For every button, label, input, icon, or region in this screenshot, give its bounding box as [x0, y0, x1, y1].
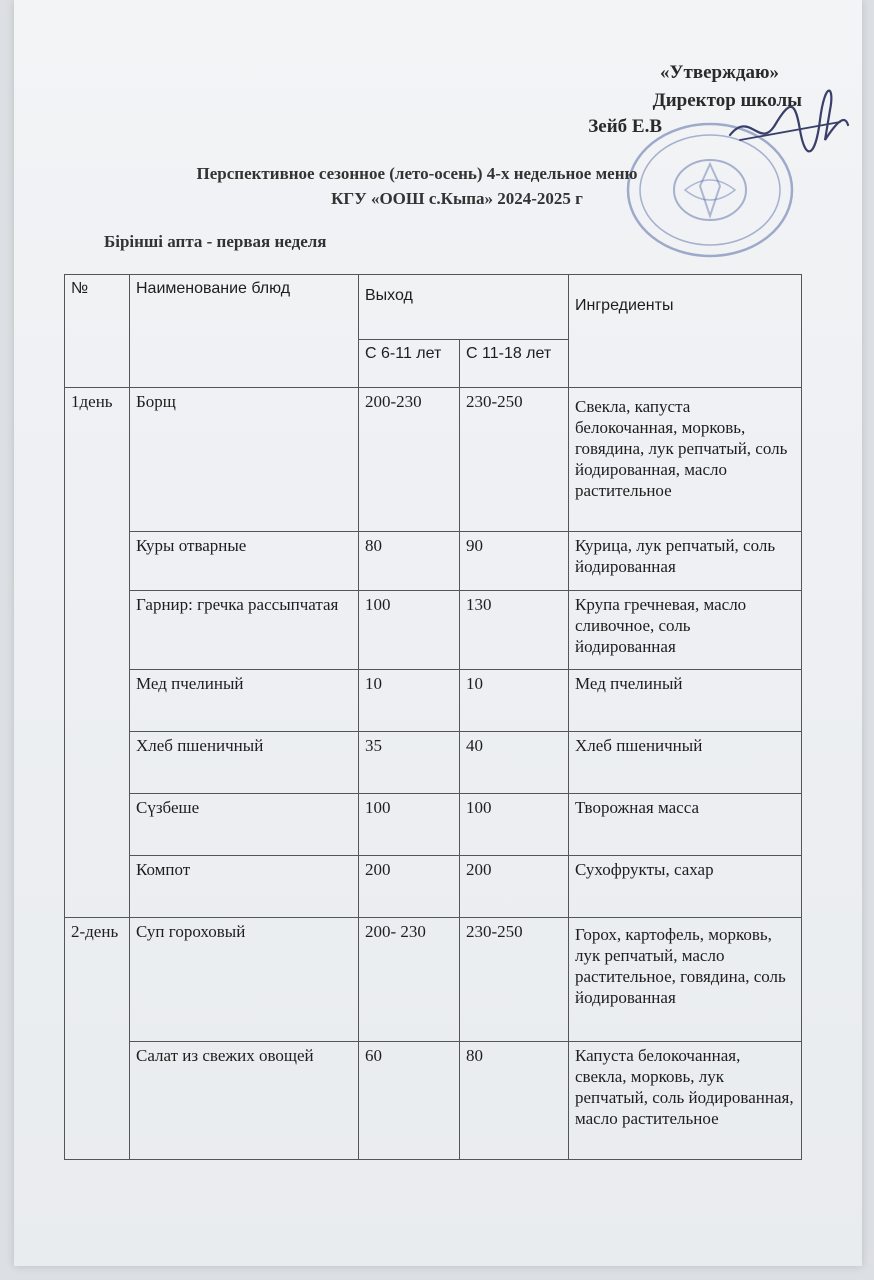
yield-6-11: 200- 230	[359, 918, 460, 1042]
yield-11-18: 230-250	[460, 918, 569, 1042]
day-label: 2-день	[65, 918, 130, 1160]
header-yield: Выход	[359, 275, 569, 340]
menu-table	[64, 274, 802, 1160]
table-row	[65, 918, 802, 1042]
table-row	[65, 1042, 802, 1160]
ingredients: Свекла, капуста белокочанная, морковь, говядина, лук репчатый, соль йодированная, масло растительное	[569, 388, 802, 532]
ingredients: Курица, лук репчатый, соль йодированная	[569, 532, 802, 591]
director-signature	[720, 80, 850, 170]
ingredients: Горох, картофель, морковь, лук репчатый, масло растительное, говядина, соль йодированная	[569, 918, 802, 1042]
yield-6-11: 10	[359, 670, 460, 732]
yield-11-18: 200	[460, 856, 569, 918]
approval-line-3: Зейб Е.В	[588, 116, 662, 137]
day-label: 1день	[65, 388, 130, 918]
week-label: Бірінші апта - первая неделя	[104, 232, 327, 251]
dish-name: Борщ	[130, 388, 359, 532]
header-number: №	[65, 275, 130, 388]
yield-11-18: 100	[460, 794, 569, 856]
table-row	[65, 856, 802, 918]
ingredients: Мед пчелиный	[569, 670, 802, 732]
yield-11-18: 10	[460, 670, 569, 732]
dish-name: Сүзбеше	[130, 794, 359, 856]
dish-name: Мед пчелиный	[130, 670, 359, 732]
approval-line-2: Директор школы	[652, 90, 802, 111]
approval-line-1: «Утверждаю»	[660, 62, 779, 83]
menu-title: Перспективное сезонное (лето-осень) 4-х недельное меню	[196, 164, 638, 183]
header-age-6-11: С 6-11 лет	[359, 340, 460, 388]
dish-name: Суп гороховый	[130, 918, 359, 1042]
yield-6-11: 80	[359, 532, 460, 591]
yield-11-18: 130	[460, 591, 569, 670]
yield-6-11: 35	[359, 732, 460, 794]
table-row	[65, 591, 802, 670]
table-row	[65, 732, 802, 794]
ingredients: Крупа гречневая, масло сливочное, соль йодированная	[569, 591, 802, 670]
dish-name: Компот	[130, 856, 359, 918]
header-age-11-18: С 11-18 лет	[460, 340, 569, 388]
dish-name: Салат из свежих овощей	[130, 1042, 359, 1160]
table-row	[65, 794, 802, 856]
header-dish-name: Наименование блюд	[130, 275, 359, 388]
yield-11-18: 90	[460, 532, 569, 591]
table-row	[65, 388, 802, 532]
yield-6-11: 200	[359, 856, 460, 918]
ingredients: Творожная масса	[569, 794, 802, 856]
school-title: КГУ «ООШ с.Кыпа» 2024-2025 г	[331, 189, 583, 208]
ingredients: Хлеб пшеничный	[569, 732, 802, 794]
yield-11-18: 230-250	[460, 388, 569, 532]
table-row	[65, 670, 802, 732]
ingredients: Сухофрукты, сахар	[569, 856, 802, 918]
yield-6-11: 60	[359, 1042, 460, 1160]
yield-6-11: 200-230	[359, 388, 460, 532]
header-row	[65, 275, 802, 340]
dish-name: Хлеб пшеничный	[130, 732, 359, 794]
yield-11-18: 40	[460, 732, 569, 794]
table-row	[65, 532, 802, 591]
dish-name: Куры отварные	[130, 532, 359, 591]
ingredients: Капуста белокочанная, свекла, морковь, лук репчатый, соль йодированная, масло растительное	[569, 1042, 802, 1160]
yield-6-11: 100	[359, 591, 460, 670]
header-ingredients: Ингредиенты	[569, 275, 802, 388]
yield-6-11: 100	[359, 794, 460, 856]
yield-11-18: 80	[460, 1042, 569, 1160]
dish-name: Гарнир: гречка рассыпчатая	[130, 591, 359, 670]
